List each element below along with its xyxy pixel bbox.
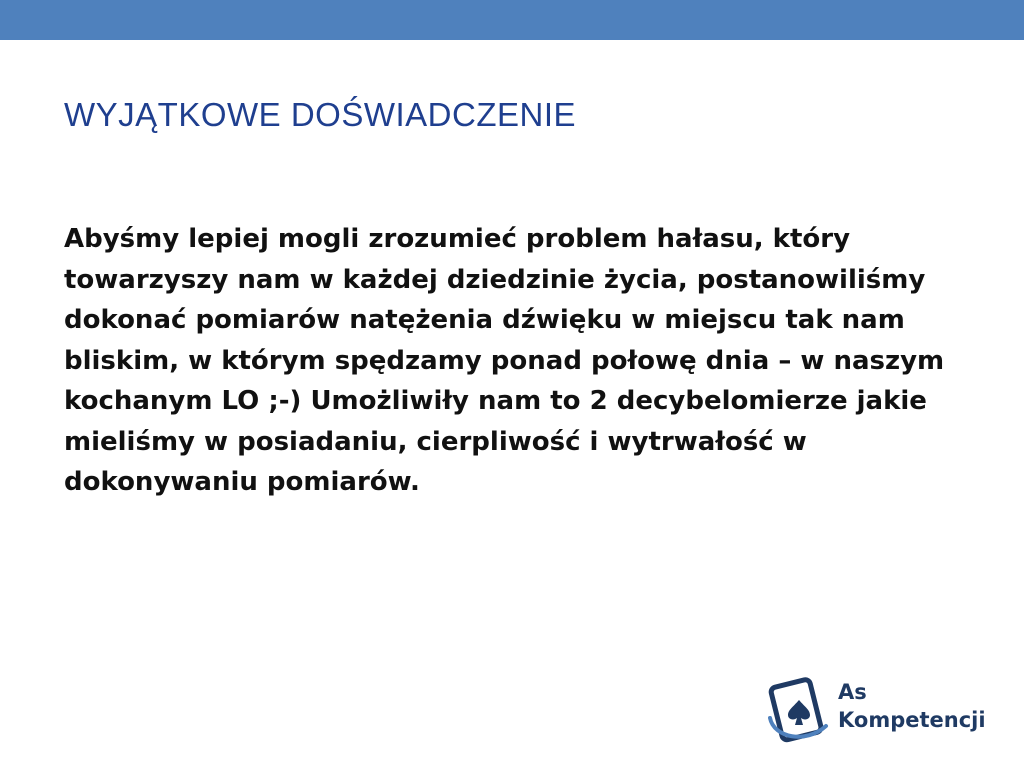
logo-wordmark (838, 678, 986, 734)
slide-body-text: Abyśmy lepiej mogli zrozumieć problem hałasu, który towarzyszy nam w każdej dziedzinie życia, postanowiliśmy dokonać pomiarów natężenia dźwięku w miejscu tak nam bliskim, w którym spędzamy ponad połowę dnia – w naszym kochanym LO ;-) Umożliwiły nam to 2 decybelomierze jakie mieliśmy w posiadaniu, cierpliwość i wytrwałość w dokonywaniu pomiarów. (64, 224, 945, 497)
spade-card-icon (766, 674, 832, 744)
logo-line-as: As (838, 680, 867, 704)
slide-title: WYJĄTKOWE DOŚWIADCZENIE (64, 96, 577, 133)
top-accent-bar (0, 0, 1024, 40)
logo-line-kompetencji: Kompetencji (838, 708, 986, 732)
as-kompetencji-logo (766, 674, 1000, 744)
